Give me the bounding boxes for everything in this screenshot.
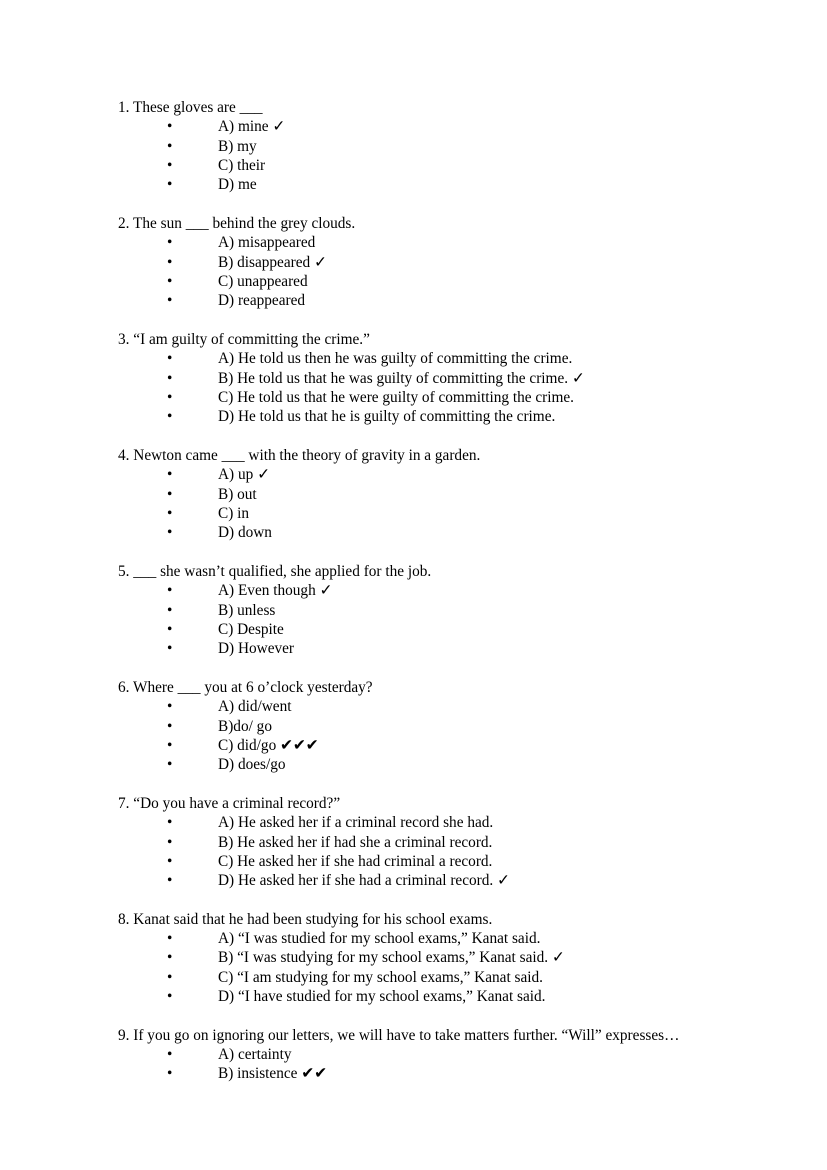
question-1 [118, 98, 798, 194]
option-item [118, 833, 798, 852]
question-3 [118, 330, 798, 426]
question-text: 3. “I am guilty of committing the crime.” [118, 330, 370, 348]
option-list [118, 117, 798, 194]
option-item [118, 852, 798, 871]
option-text: A) certainty [218, 1046, 292, 1064]
option-text: C) in [218, 504, 250, 522]
option-list [118, 465, 798, 542]
option-text: B) insistence ✔✔ [218, 1065, 327, 1083]
bullet-icon: • [167, 852, 173, 870]
bullet-icon: • [167, 988, 173, 1006]
bullet-icon: • [167, 1065, 173, 1083]
bullet-icon: • [167, 872, 173, 890]
bullet-icon: • [167, 408, 173, 426]
option-item [118, 175, 798, 194]
bullet-icon: • [167, 466, 173, 484]
option-item [118, 349, 798, 368]
option-text: D) He told us that he is guilty of committing the crime. [218, 408, 556, 426]
option-text: C) He asked her if she had criminal a record. [218, 852, 493, 870]
option-text: B) my [218, 137, 257, 155]
option-item [118, 1045, 798, 1064]
option-item [118, 871, 798, 890]
option-item [118, 755, 798, 774]
question-text: 2. The sun ___ behind the grey clouds. [118, 214, 356, 232]
option-list [118, 233, 798, 310]
option-item [118, 813, 798, 832]
option-text: C) did/go ✔✔✔ [218, 736, 319, 754]
option-item [118, 968, 798, 987]
option-item [118, 485, 798, 504]
question-text: 4. Newton came ___ with the theory of gravity in a garden. [118, 446, 481, 464]
option-text: A) He asked her if a criminal record she had. [218, 814, 494, 832]
option-text: D) me [218, 176, 257, 194]
option-text: C) unappeared [218, 272, 308, 290]
bullet-icon: • [167, 814, 173, 832]
bullet-icon: • [167, 620, 173, 638]
option-list [118, 581, 798, 658]
option-item [118, 948, 798, 967]
bullet-icon: • [167, 698, 173, 716]
question-4 [118, 446, 798, 542]
option-text: B) He asked her if had she a criminal record. [218, 833, 493, 851]
option-item [118, 736, 798, 755]
option-item [118, 117, 798, 136]
option-text: A) did/went [218, 698, 292, 716]
option-text: D) down [218, 524, 272, 542]
bullet-icon: • [167, 369, 173, 387]
option-text: A) “I was studied for my school exams,” Kanat said. [218, 930, 541, 948]
bullet-icon: • [167, 350, 173, 368]
bullet-icon: • [167, 292, 173, 310]
option-text: A) He told us then he was guilty of committing the crime. [218, 350, 573, 368]
option-item [118, 620, 798, 639]
option-text: C) He told us that he were guilty of committing the crime. [218, 388, 574, 406]
question-text: 7. “Do you have a criminal record?” [118, 794, 341, 812]
question-9 [118, 1026, 798, 1084]
option-text: C) Despite [218, 620, 284, 638]
option-text: A) Even though ✓ [218, 582, 333, 600]
option-item [118, 639, 798, 658]
option-text: D) However [218, 640, 295, 658]
bullet-icon: • [167, 930, 173, 948]
option-text: B) unless [218, 601, 276, 619]
question-7 [118, 794, 798, 890]
option-item [118, 407, 798, 426]
option-item [118, 1064, 798, 1083]
bullet-icon: • [167, 118, 173, 136]
option-item [118, 156, 798, 175]
option-item [118, 601, 798, 620]
bullet-icon: • [167, 756, 173, 774]
bullet-icon: • [167, 717, 173, 735]
option-text: A) up ✓ [218, 466, 270, 484]
bullet-icon: • [167, 388, 173, 406]
bullet-icon: • [167, 949, 173, 967]
question-text: 1. These gloves are ___ [118, 99, 263, 116]
option-item [118, 523, 798, 542]
bullet-icon: • [167, 253, 173, 271]
option-item [118, 929, 798, 948]
option-item [118, 272, 798, 291]
bullet-icon: • [167, 234, 173, 252]
bullet-icon: • [167, 272, 173, 290]
option-text: B) “I was studying for my school exams,” Kanat said. ✓ [218, 949, 565, 967]
option-item [118, 504, 798, 523]
bullet-icon: • [167, 485, 173, 503]
bullet-icon: • [167, 833, 173, 851]
option-item [118, 137, 798, 156]
option-item [118, 465, 798, 484]
option-text: C) “I am studying for my school exams,” Kanat said. [218, 968, 543, 986]
option-text: D) “I have studied for my school exams,” Kanat said. [218, 988, 546, 1006]
option-list [118, 929, 798, 1006]
option-item [118, 233, 798, 252]
option-item [118, 987, 798, 1006]
option-list [118, 697, 798, 774]
question-text: 6. Where ___ you at 6 o’clock yesterday? [118, 678, 373, 696]
option-text: D) does/go [218, 756, 286, 774]
option-item [118, 369, 798, 388]
option-list [118, 813, 798, 890]
option-list [118, 349, 798, 426]
option-item [118, 388, 798, 407]
question-text: 9. If you go on ignoring our letters, we will have to take matters further. “Will” expresses… [118, 1026, 680, 1044]
bullet-icon: • [167, 137, 173, 155]
bullet-icon: • [167, 156, 173, 174]
option-text: B) disappeared ✓ [218, 253, 327, 271]
bullet-icon: • [167, 1046, 173, 1064]
option-text: B) out [218, 485, 257, 503]
option-text: D) reappeared [218, 292, 306, 310]
question-5 [118, 562, 798, 658]
bullet-icon: • [167, 176, 173, 194]
question-2 [118, 214, 798, 310]
question-8 [118, 910, 798, 1006]
option-text: B)do/ go [218, 717, 272, 735]
bullet-icon: • [167, 504, 173, 522]
option-text: D) He asked her if she had a criminal record. ✓ [218, 872, 510, 890]
option-item [118, 697, 798, 716]
option-text: A) misappeared [218, 234, 316, 252]
bullet-icon: • [167, 640, 173, 658]
question-text: 5. ___ she wasn’t qualified, she applied for the job. [118, 562, 432, 580]
option-item [118, 253, 798, 272]
option-item [118, 291, 798, 310]
option-item [118, 581, 798, 600]
bullet-icon: • [167, 601, 173, 619]
bullet-icon: • [167, 968, 173, 986]
option-text: C) their [218, 156, 266, 174]
option-item [118, 717, 798, 736]
bullet-icon: • [167, 524, 173, 542]
bullet-icon: • [167, 736, 173, 754]
option-text: A) mine ✓ [218, 118, 286, 136]
option-text: B) He told us that he was guilty of committing the crime. ✓ [218, 369, 585, 387]
bullet-icon: • [167, 582, 173, 600]
quiz-document [118, 98, 798, 1103]
question-text: 8. Kanat said that he had been studying for his school exams. [118, 910, 493, 928]
option-list [118, 1045, 798, 1084]
question-6 [118, 678, 798, 774]
